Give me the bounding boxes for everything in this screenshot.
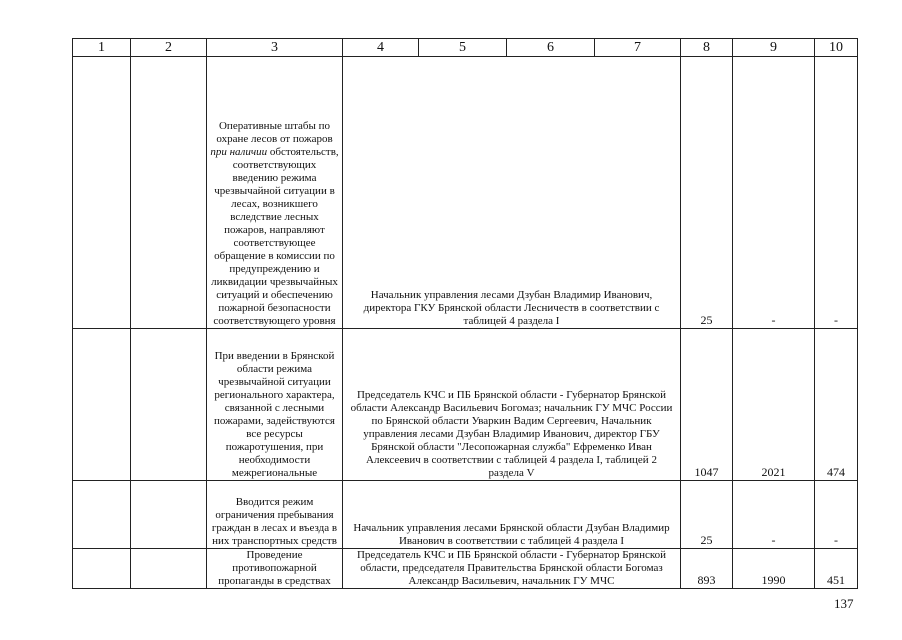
event-description-cell: Проведение противопожарной пропаганды в средствах <box>207 549 343 589</box>
empty-cell <box>131 481 207 549</box>
event-text: обстоятельств, соответствующих введению режима чрезвычайной ситуации в лесах, возникшего вследствие лесных пожаров, направляют соответствующее обращение в комиссии по предупреждению и ликвидации чрезвычайных ситуаций и обеспечению пожарной безопасности соответствующего уровня <box>211 146 339 327</box>
table-row <box>73 481 858 549</box>
document-table <box>72 38 858 589</box>
value-cell: 1047 <box>681 329 733 481</box>
value-cell: 25 <box>681 481 733 549</box>
value-cell: 451 <box>815 549 858 589</box>
event-text-italic: при наличии <box>210 146 268 158</box>
empty-cell <box>131 57 207 329</box>
responsible-cell: Начальник управления лесами Брянской области Дзубан Владимир Иванович в соответствии с таблицей 4 раздела I <box>343 481 681 549</box>
event-description-cell <box>207 57 343 329</box>
table-row <box>73 57 858 329</box>
value-cell: 2021 <box>733 329 815 481</box>
column-header: 3 <box>207 39 343 57</box>
table-row <box>73 329 858 481</box>
empty-cell <box>73 57 131 329</box>
empty-cell <box>73 481 131 549</box>
column-header: 9 <box>733 39 815 57</box>
responsible-cell: Председатель КЧС и ПБ Брянской области - Губернатор Брянской области Александр Васильевич Богомаз; начальник ГУ МЧС России по Брянской области Уваркин Вадим Сергеевич, Начальник управления лесами Дзубан Владимир Иванович, директор ГБУ Брянской области "Лесопожарная служба" Ефременко Иван Алексеевич в соответствии с таблицей 4 раздела I, таблицей 2 раздела V <box>343 329 681 481</box>
column-header: 5 <box>419 39 507 57</box>
column-header: 1 <box>73 39 131 57</box>
column-header: 2 <box>131 39 207 57</box>
event-description-cell: При введении в Брянской области режима чрезвычайной ситуации регионального характера, связанной с лесными пожарами, задействуются все ресурсы пожаротушения, при необходимости межрегиональные <box>207 329 343 481</box>
column-header: 10 <box>815 39 858 57</box>
value-cell: 1990 <box>733 549 815 589</box>
responsible-cell: Председатель КЧС и ПБ Брянской области - Губернатор Брянской области, председателя Правительства Брянской области Богомаз Александр Васильевич, начальник ГУ МЧС <box>343 549 681 589</box>
column-header: 6 <box>507 39 595 57</box>
table-row <box>73 549 858 589</box>
empty-cell <box>131 549 207 589</box>
empty-cell <box>131 329 207 481</box>
empty-cell <box>73 549 131 589</box>
empty-cell <box>73 329 131 481</box>
value-cell: - <box>815 57 858 329</box>
column-header: 8 <box>681 39 733 57</box>
event-description-cell: Вводится режим ограничения пребывания граждан в лесах и въезда в них транспортных средств <box>207 481 343 549</box>
value-cell: 893 <box>681 549 733 589</box>
event-text: Оперативные штабы по охране лесов от пожаров <box>216 120 333 145</box>
value-cell: 25 <box>681 57 733 329</box>
header-row <box>73 39 858 57</box>
value-cell: - <box>733 57 815 329</box>
value-cell: - <box>815 481 858 549</box>
responsible-cell: Начальник управления лесами Дзубан Владимир Иванович, директора ГКУ Брянской области Лесничеств в соответствии с таблицей 4 раздела I <box>343 57 681 329</box>
value-cell: - <box>733 481 815 549</box>
page-number: 137 <box>834 596 854 611</box>
column-header: 7 <box>595 39 681 57</box>
column-header: 4 <box>343 39 419 57</box>
value-cell: 474 <box>815 329 858 481</box>
